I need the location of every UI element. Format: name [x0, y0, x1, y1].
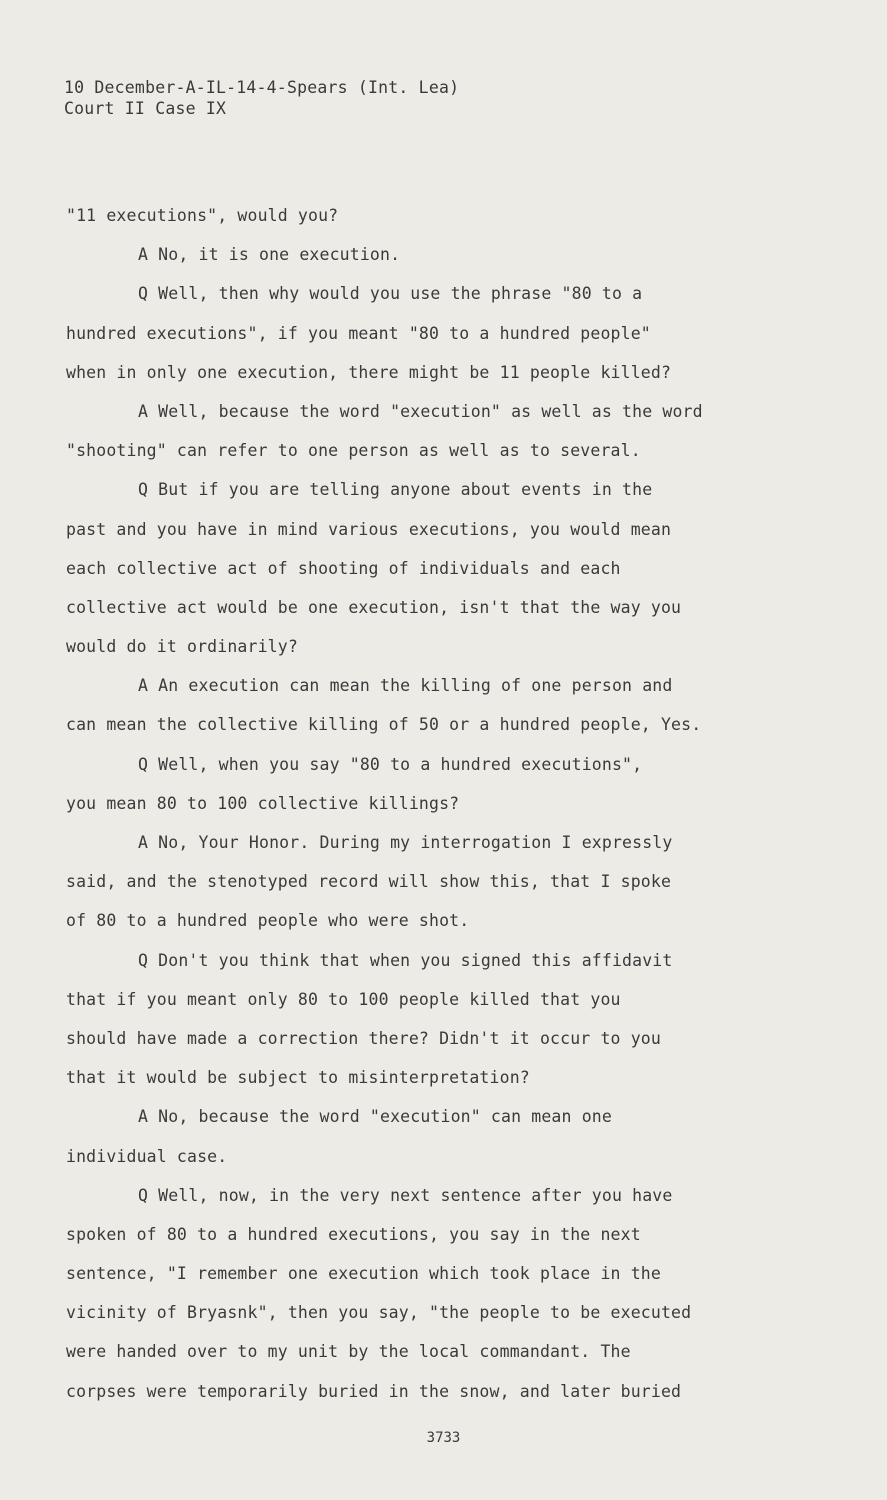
transcript-line: Q Well, now, in the very next sentence after you have — [138, 1185, 673, 1205]
transcript-line: were handed over to my unit by the local commandant. The — [66, 1342, 631, 1362]
transcript-line: that it would be subject to misinterpretation? — [66, 1068, 530, 1088]
transcript-line: hundred executions", if you meant "80 to a hundred people" — [66, 323, 651, 343]
transcript-line: A No, it is one execution. — [138, 245, 401, 265]
transcript-line: individual case. — [66, 1146, 228, 1166]
transcript-line: collective act would be one execution, isn't that the way you — [66, 597, 682, 617]
transcript-line: A No, Your Honor. During my interrogation I expressly — [138, 833, 673, 852]
transcript-line: should have made a correction there? Didn't it occur to you — [66, 1028, 661, 1048]
transcript-line: that if you meant only 80 to 100 people killed that you — [66, 989, 621, 1009]
transcript-line: Q Well, when you say "80 to a hundred executions", — [138, 754, 643, 774]
transcript-line: said, and the stenotyped record will show this, that I spoke — [66, 872, 672, 892]
transcript-line: vicinity of Bryasnk", then you say, "the people to be executed — [66, 1303, 692, 1323]
transcript-line: "shooting" can refer to one person as well as to several. — [66, 441, 641, 461]
transcript-line: when in only one execution, there might be 11 people killed? — [66, 362, 672, 382]
transcript-line: each collective act of shooting of individuals and each — [66, 558, 621, 578]
page-number: 3733 — [426, 1430, 461, 1446]
transcript-line: of 80 to a hundred people who were shot. — [66, 911, 470, 931]
transcript-line: Q But if you are telling anyone about events in the — [138, 480, 653, 500]
transcript-line: A An execution can mean the killing of one person and — [138, 676, 673, 696]
transcript-line: spoken of 80 to a hundred executions, you say in the next — [66, 1224, 641, 1244]
transcript-line: past and you have in mind various executions, you would mean — [66, 519, 672, 539]
transcript-line: you mean 80 to 100 collective killings? — [66, 793, 460, 813]
transcript-line: "11 executions", would you? — [66, 206, 339, 225]
transcript-line: would do it ordinarily? — [66, 637, 298, 657]
transcript-line: sentence, "I remember one execution which took place in the — [66, 1264, 661, 1284]
transcript-line: Q Well, then why would you use the phrase "80 to a — [138, 284, 643, 304]
transcript-line: A Well, because the word "execution" as well as the word — [138, 401, 703, 421]
transcript-line: can mean the collective killing of 50 or a hundred people, Yes. — [66, 715, 702, 735]
header-line-date-case: 10 December-A-IL-14-4-Spears (Int. Lea) — [64, 78, 460, 97]
transcript-line: Q Don't you think that when you signed this affidavit — [138, 950, 673, 970]
transcript-line: corpses were temporarily buried in the snow, and later buried — [66, 1381, 682, 1401]
transcript-body — [66, 196, 826, 1411]
header-line-court: Court II Case IX — [64, 99, 227, 118]
document-header — [64, 77, 459, 119]
transcript-line: A No, because the word "execution" can mean one — [138, 1107, 612, 1127]
